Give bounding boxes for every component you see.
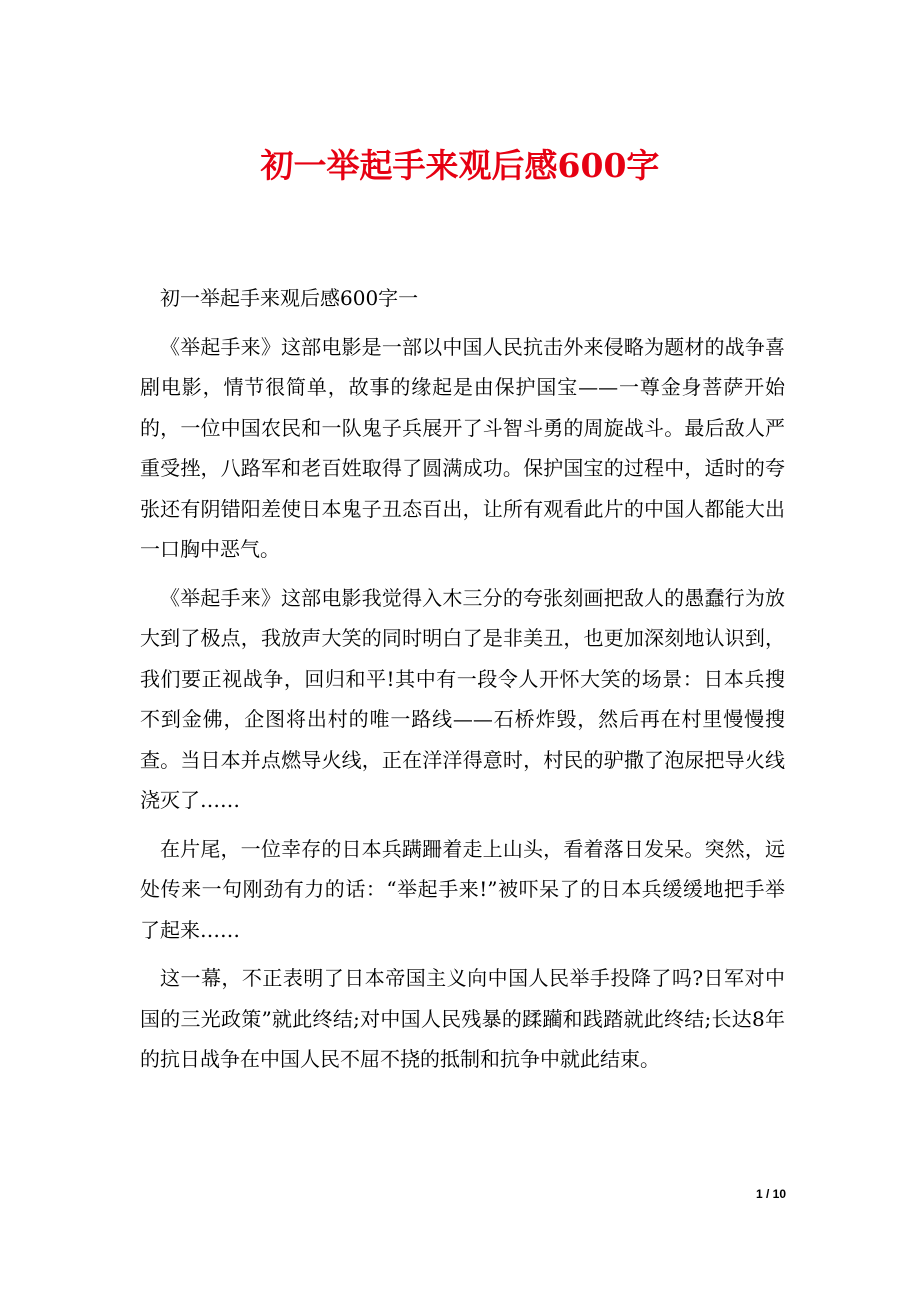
paragraph-4: 这一幕，不正表明了日本帝国主义向中国人民举手投降了吗?日军对中国的三光政策”就此终结;对中国人民残暴的蹂躏和践踏就此终结;长达8年的抗日战争在中国人民不屈不挠的抵制和抗争中就此结束。 (140, 966, 785, 1071)
document-title: 初一举起手来观后感600字 (260, 146, 660, 185)
paragraph-2: 《举起手来》这部电影我觉得入木三分的夸张刻画把敌人的愚蠢行为放大到了极点，我放声大笑的同时明白了是非美丑，也更加深刻地认识到，我们要正视战争，回归和平!其中有一段令人开怀大笑的场景：日本兵搜不到金佛，企图将出村的唯一路线——石桥炸毁，然后再在村里慢慢搜查。当日本并点燃导火线，正在洋洋得意时，村民的驴撒了泡尿把导火线浇灭了…… (140, 585, 785, 812)
paragraph-1: 《举起手来》这部电影是一部以中国人民抗击外来侵略为题材的战争喜剧电影，情节很简单，故事的缘起是由保护国宝——一尊金身菩萨开始的，一位中国农民和一队鬼子兵展开了斗智斗勇的周旋战斗。最后敌人严重受挫，八路军和老百姓取得了圆满成功。保护国宝的过程中，适时的夸张还有阴错阳差使日本鬼子丑态百出，让所有观看此片的中国人都能大出一口胸中恶气。 (140, 334, 785, 561)
page-number: 1 / 10 (755, 1187, 786, 1201)
paragraph-3: 在片尾，一位幸存的日本兵蹒跚着走上山头，看着落日发呆。突然，远处传来一句刚劲有力的话：“举起手来!”被吓呆了的日本兵缓缓地把手举了起来…… (140, 836, 785, 942)
document-body (140, 278, 785, 1088)
paragraph-subtitle: 初一举起手来观后感600字一 (160, 286, 419, 310)
